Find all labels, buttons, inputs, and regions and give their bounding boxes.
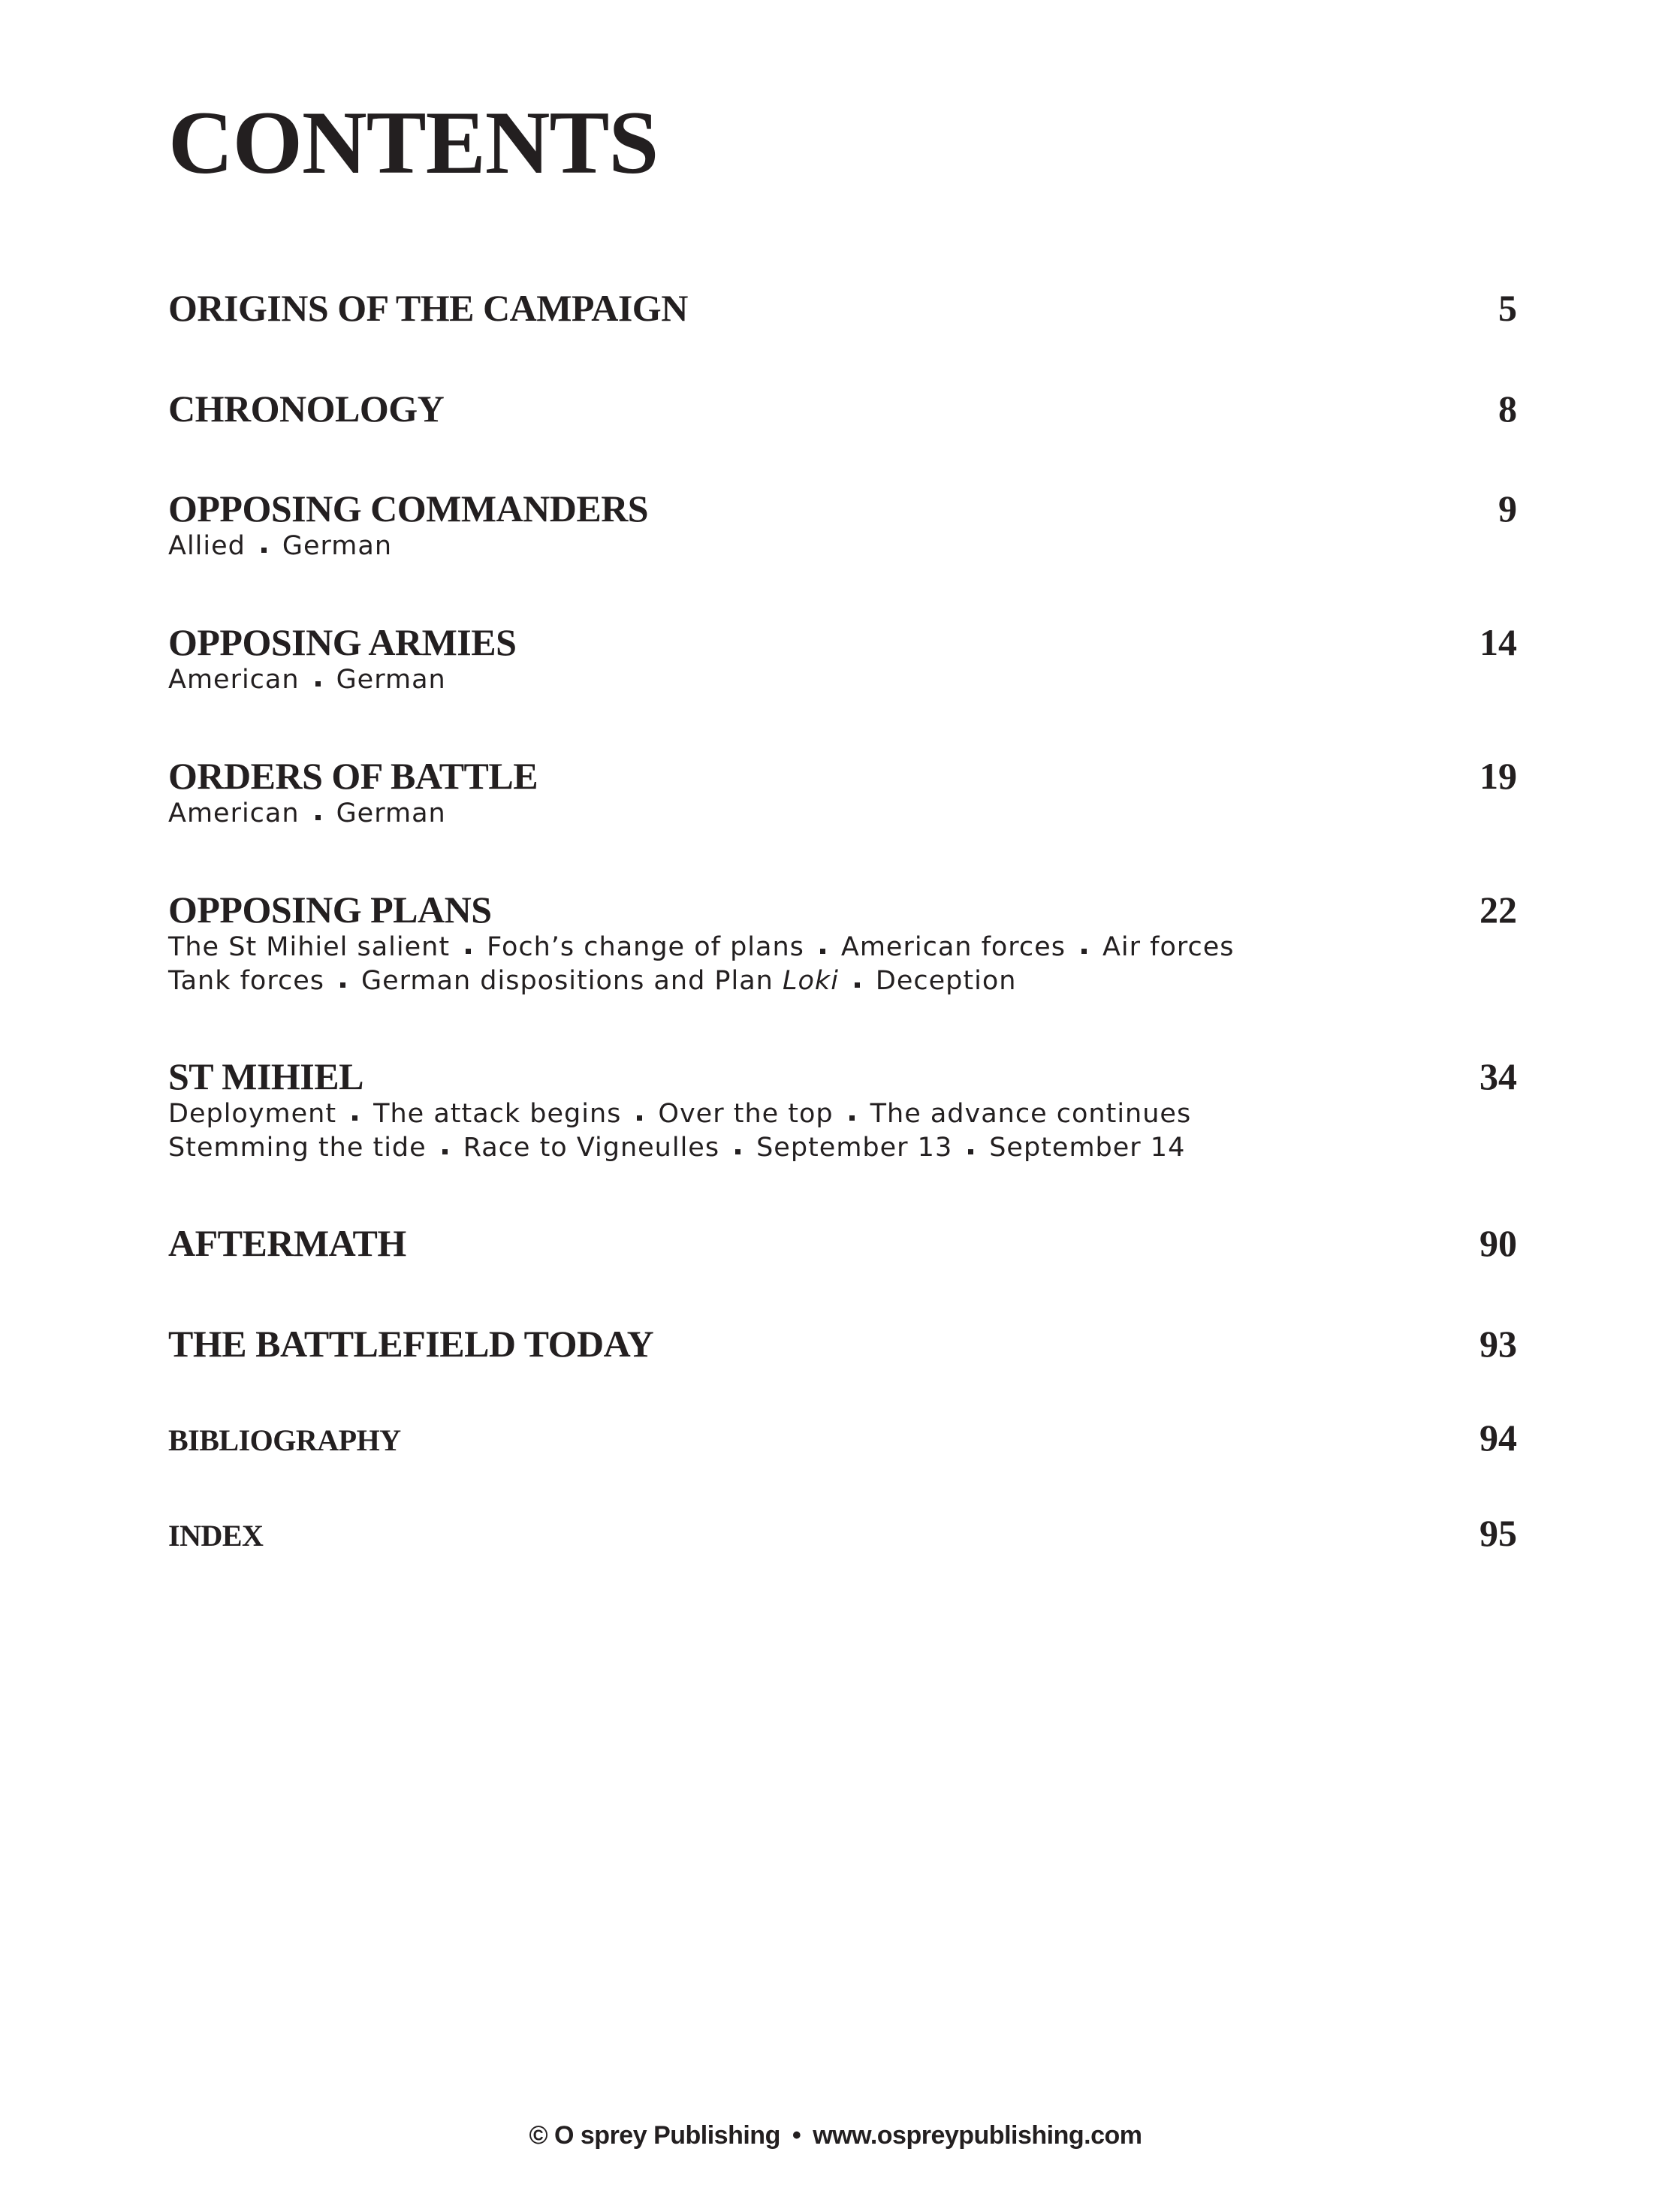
bullet-separator — [315, 681, 321, 687]
toc-entry-title: OPPOSING PLANS — [168, 889, 492, 931]
toc-entry-opposing-armies[interactable] — [168, 621, 1517, 697]
toc-entry-st-mihiel[interactable] — [168, 1055, 1517, 1165]
page-footer — [0, 2120, 1671, 2150]
toc-entry-page: 90 — [1479, 1222, 1517, 1264]
subsection-item[interactable]: American — [168, 798, 300, 828]
subsection-item[interactable]: The advance continues — [870, 1099, 1192, 1129]
toc-entry-aftermath[interactable] — [168, 1222, 1517, 1264]
toc-entry-page: 9 — [1498, 487, 1517, 530]
bullet-separator — [637, 1115, 642, 1121]
subsection-item[interactable]: Race to Vigneulles — [463, 1133, 720, 1163]
toc-subsections — [168, 931, 1517, 964]
toc-subsections — [168, 530, 1517, 563]
bullet-separator — [1081, 949, 1087, 954]
toc-entry-page: 22 — [1479, 889, 1517, 931]
toc-entry-chronology[interactable] — [168, 388, 1517, 430]
toc-entry-title: THE BATTLEFIELD TODAY — [168, 1323, 654, 1365]
toc-entry-page: 8 — [1498, 388, 1517, 430]
subsection-item[interactable]: American — [168, 665, 300, 695]
toc-entry-orders-of-battle[interactable] — [168, 755, 1517, 831]
toc-entry-origins[interactable] — [168, 287, 1517, 329]
toc-subsections — [168, 1131, 1517, 1165]
subsection-item[interactable]: Foch’s change of plans — [487, 932, 804, 962]
toc-entry-title: OPPOSING ARMIES — [168, 621, 517, 663]
footer-bullet: • — [792, 2121, 801, 2150]
toc-subsections — [168, 797, 1517, 831]
subsection-item[interactable]: The St Mihiel salient — [168, 932, 451, 962]
subsection-item[interactable] — [361, 966, 839, 996]
subsection-item[interactable]: Deception — [875, 966, 1017, 996]
toc-subsections — [168, 964, 1517, 998]
subsection-item[interactable]: Over the top — [658, 1099, 834, 1129]
bullet-separator — [855, 982, 860, 988]
subsection-item[interactable]: Stemming the tide — [168, 1133, 427, 1163]
toc-entry-page: 95 — [1479, 1512, 1517, 1554]
toc-subsections — [168, 1097, 1517, 1131]
toc-entry-opposing-commanders[interactable] — [168, 487, 1517, 563]
bullet-separator — [466, 949, 471, 954]
toc-entry-battlefield-today[interactable] — [168, 1323, 1517, 1365]
bullet-separator — [315, 815, 321, 820]
subsection-item[interactable]: German — [336, 798, 446, 828]
page-title: CONTENTS — [168, 92, 659, 192]
subsection-item[interactable]: September 13 — [756, 1133, 953, 1163]
bullet-separator — [352, 1115, 357, 1121]
subsection-item[interactable]: September 14 — [989, 1133, 1186, 1163]
bullet-separator — [735, 1149, 740, 1154]
bullet-separator — [261, 548, 267, 553]
toc-entry-page: 94 — [1479, 1417, 1517, 1459]
toc-entry-title: ORDERS OF BATTLE — [168, 755, 538, 797]
toc-entry-title: BIBLIOGRAPHY — [168, 1423, 401, 1457]
footer-website-link[interactable]: www.ospreypublishing.com — [813, 2121, 1142, 2150]
toc-entry-page: 19 — [1479, 755, 1517, 797]
subsection-item-italic: Loki — [783, 966, 839, 996]
toc-entry-title: AFTERMATH — [168, 1222, 406, 1264]
toc-entry-page: 5 — [1498, 287, 1517, 329]
bullet-separator — [849, 1115, 855, 1121]
subsection-item[interactable]: American forces — [840, 932, 1066, 962]
toc-entry-title: INDEX — [168, 1519, 264, 1553]
subsection-item-text: German dispositions and Plan — [360, 966, 774, 996]
toc-entry-page: 14 — [1479, 621, 1517, 663]
subsection-item[interactable]: Deployment — [168, 1099, 337, 1129]
toc-entry-title: OPPOSING COMMANDERS — [168, 487, 649, 530]
subsection-item[interactable]: Allied — [168, 531, 246, 561]
subsection-item[interactable]: Air forces — [1102, 932, 1235, 962]
toc-entry-title: ORIGINS OF THE CAMPAIGN — [168, 287, 688, 329]
subsection-item[interactable]: The attack begins — [373, 1099, 622, 1129]
bullet-separator — [820, 949, 825, 954]
toc-entry-page: 93 — [1479, 1323, 1517, 1365]
toc-entry-index[interactable] — [168, 1514, 1517, 1555]
subsection-item[interactable]: German — [336, 665, 446, 695]
subsection-item[interactable]: German — [282, 531, 393, 561]
toc-entry-title: ST MIHIEL — [168, 1055, 363, 1097]
toc-entry-bibliography[interactable] — [168, 1419, 1517, 1459]
bullet-separator — [442, 1149, 448, 1154]
toc-entry-opposing-plans[interactable] — [168, 889, 1517, 998]
toc-entry-title: CHRONOLOGY — [168, 388, 445, 430]
subsection-item[interactable]: Tank forces — [168, 966, 324, 996]
bullet-separator — [340, 982, 345, 988]
toc-entry-page: 34 — [1479, 1055, 1517, 1097]
bullet-separator — [968, 1149, 973, 1154]
footer-copyright: © O sprey Publishing — [529, 2121, 780, 2150]
toc-subsections — [168, 663, 1517, 697]
